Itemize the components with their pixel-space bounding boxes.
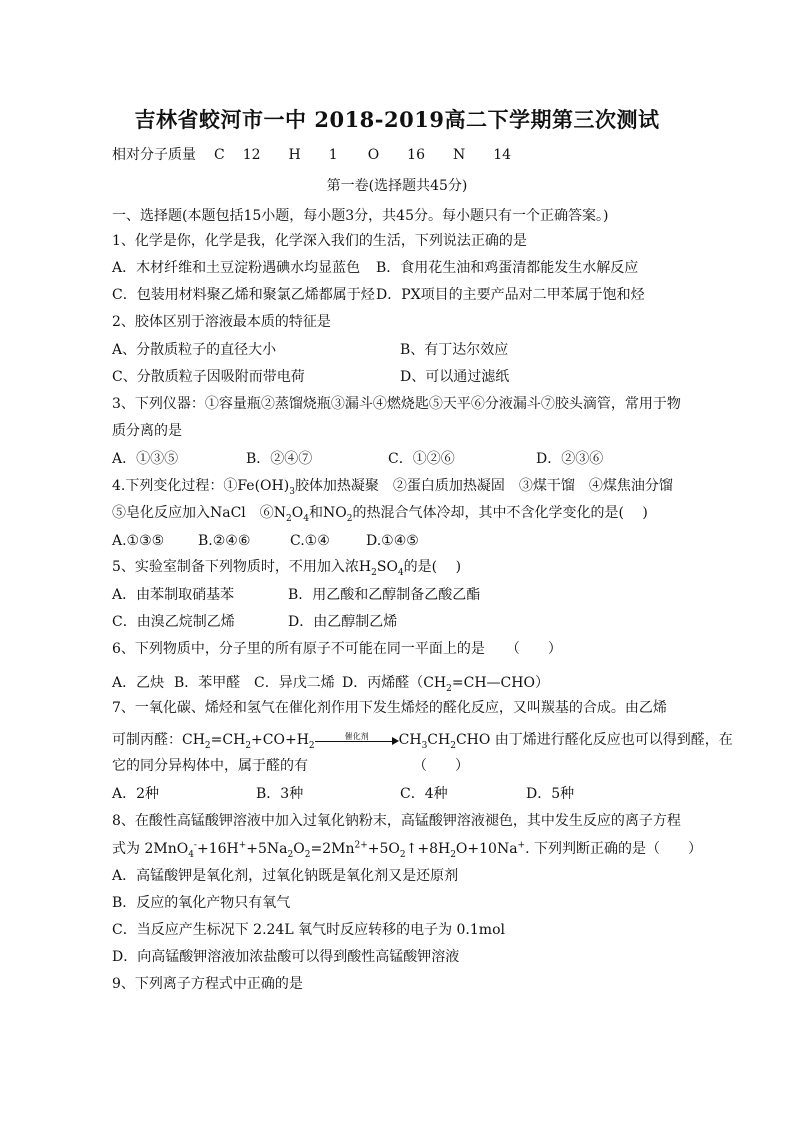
element-n-value: 14: [493, 147, 512, 163]
q6-option-b: B．苯甲醛: [174, 675, 241, 691]
q3-stem-line1: 3、下列仪器：①容量瓶②蒸馏烧瓶③漏斗④燃烧匙⑤天平⑥分液漏斗⑦胶头滴管，常用于物: [112, 396, 681, 412]
section-intro: 一、选择题(本题包括15小题，每小题3分，共45分。每小题只有一个正确答案。): [112, 208, 609, 224]
q2-option-d: D、可以通过滤纸: [400, 369, 510, 385]
q9-stem: 9、下列离子方程式中正确的是: [112, 976, 303, 992]
subscript: 4: [188, 849, 194, 860]
q8-eq-text: +16H: [196, 841, 239, 857]
q4-options: [112, 532, 702, 550]
element-h-value: 1: [328, 147, 338, 163]
q7-option-c: C．4种: [400, 786, 448, 802]
q5-option-b: B．用乙酸和乙醇制备乙酸乙酯: [288, 587, 481, 603]
superscript: +: [238, 840, 247, 851]
molar-mass-line: [112, 146, 702, 164]
q8-equation-line: [112, 840, 702, 858]
q4-stem-text: 的热混合气体冷却，其中不含化学变化的是( ): [352, 505, 648, 521]
q5-stem: [112, 558, 702, 576]
reaction-arrow: [315, 734, 399, 746]
q3-option-b: B．②④⑦: [246, 451, 313, 467]
q4-stem-text: 和NO: [309, 505, 347, 521]
q6-stem: 6、下列物质中，分子里的所有原子不可能在同一平面上的是 （ ）: [112, 641, 562, 657]
q1-options-cd: [112, 286, 702, 304]
q5-options-ab: [112, 586, 702, 604]
q5-stem-text: 5、实验室制备下列物质时，不用加入浓H: [112, 559, 372, 575]
subscript: 2: [204, 740, 211, 751]
q4-option-d: D.①④⑤: [366, 533, 419, 549]
q5-option-a: A．由苯制取硝基苯: [112, 587, 235, 603]
q8-eq-text: 式为 2MnO: [112, 841, 189, 857]
subscript: 4: [303, 513, 309, 524]
arrow-shaft: [315, 741, 393, 742]
q7-eq-text: CH: [398, 732, 422, 748]
subscript: 2: [286, 513, 292, 524]
subscript: 2: [371, 567, 377, 578]
page-title: 吉林省蛟河市一中 2018-2019高二下学期第三次测试: [134, 107, 660, 132]
q2-options-ab: [112, 341, 702, 359]
q2-stem: 2、胶体区别于溶液最本质的特征是: [112, 314, 331, 330]
q8-option-c: C．当反应产生标况下 2.24L 氧气时反应转移的电子为 0.1mol: [112, 922, 505, 938]
element-h: H: [288, 147, 301, 163]
subscript: 4: [397, 567, 404, 578]
q4-option-a: A.①③⑤: [112, 533, 165, 549]
molar-mass-label: 相对分子质量: [112, 147, 196, 163]
q7-option-a: A．2种: [112, 786, 160, 802]
q7-option-b: B．3种: [256, 786, 304, 802]
q7-eq-text: CHO 由丁烯进行醛化反应也可以得到醛，在: [455, 732, 733, 748]
q4-stem-line1: [112, 477, 702, 495]
q1-option-a: A．木材纤维和土豆淀粉遇碘水均显蓝色: [112, 260, 361, 276]
q6-option-d: [342, 674, 549, 692]
element-o-value: 16: [407, 147, 425, 163]
q4-stem-text: 4.下列变化过程：①Fe(OH): [112, 478, 290, 494]
q7-eq-text: 可制丙醛：CH: [112, 732, 205, 748]
q4-option-b: B.②④⑥: [198, 533, 251, 549]
q8-eq-text: +5O: [367, 841, 400, 857]
q5-stem-text: SO: [376, 559, 398, 575]
q8-option-a: A．高锰酸钾是氧化剂，过氧化钠既是氧化剂又是还原剂: [112, 868, 459, 884]
q7-eq-text: =CH: [210, 732, 246, 748]
q7-eq-text: +CO+H: [251, 732, 309, 748]
q5-options-cd: [112, 613, 702, 631]
q7-options: [112, 785, 702, 803]
superscript: -: [193, 840, 197, 851]
q7-stem-line1: 7、一氧化碳、烯烃和氢气在催化剂作用下发生烯烃的醛化反应，又叫羰基的合成。由乙烯: [112, 700, 667, 716]
q2-option-a: A、分散质粒子的直径大小: [112, 342, 277, 358]
q1-option-b: B．食用花生油和鸡蛋清都能发生水解反应: [376, 260, 639, 276]
element-n: N: [453, 147, 466, 163]
q7-eq-text: CH: [427, 732, 451, 748]
subscript: 3: [421, 740, 428, 751]
element-c-value: 12: [242, 147, 261, 163]
element-o: O: [367, 147, 380, 163]
q8-eq-text: ↑+8H: [405, 841, 451, 857]
arrow-head: [392, 737, 399, 745]
q6-options: [112, 674, 702, 692]
q3-option-c: C．①②⑥: [388, 451, 455, 467]
subscript: 2: [308, 740, 315, 751]
volume-title: 第一卷(选择题共45分): [326, 178, 468, 194]
q6-option-c: C．异戊二烯: [254, 675, 335, 691]
q7-stem-line3: 它的同分异构体中，属于醛的有 （ ）: [112, 758, 469, 774]
subscript: 2: [287, 849, 294, 860]
q2-option-c: C、分散质粒子因吸附而带电荷: [112, 369, 305, 385]
q7-option-d: D．5种: [526, 786, 575, 802]
q8-eq-text: =2Mn: [310, 841, 355, 857]
q5-stem-text: 的是( ): [403, 559, 462, 575]
subscript: 2: [245, 740, 252, 751]
q8-eq-text: . 下列判断正确的是（ ）: [525, 841, 702, 857]
q1-option-c: C．包装用材料聚乙烯和聚氯乙烯都属于烃: [112, 287, 375, 303]
subscript: 3: [289, 486, 295, 497]
q4-stem-text: O: [291, 505, 304, 521]
subscript: 2: [304, 849, 311, 860]
q6-option-d-text: =CH—CHO）: [451, 675, 549, 691]
q8-eq-text: O: [293, 841, 305, 857]
q3-stem-line2: 质分离的是: [112, 423, 182, 439]
superscript: 2+: [354, 840, 368, 851]
q2-options-cd: [112, 368, 702, 386]
q4-stem-line2: [112, 504, 702, 522]
q5-option-c: C．由溴乙烷制乙烯: [112, 614, 235, 630]
q7-equation-line: [112, 731, 733, 751]
subscript: 2: [399, 849, 406, 860]
superscript: +: [517, 840, 526, 851]
q1-stem: 1、化学是你，化学是我，化学深入我们的生活，下列说法正确的是: [112, 233, 527, 249]
element-c: C: [214, 147, 225, 163]
subscript: 2: [346, 513, 353, 524]
q2-option-b: B、有丁达尔效应: [400, 342, 509, 358]
q8-stem-line1: 8、在酸性高锰酸钾溶液中加入过氧化钠粉末，高锰酸钾溶液褪色，其中发生反应的离子方程: [112, 813, 681, 829]
catalyst-label: 催化剂: [344, 732, 369, 741]
q8-eq-text: +5Na: [246, 841, 288, 857]
q1-options-ab: [112, 259, 702, 277]
q8-option-d: D．向高锰酸钾溶液加浓盐酸可以得到酸性高锰酸钾溶液: [112, 949, 460, 965]
q4-stem-text: ⑤皂化反应加入NaCl ⑥N: [112, 505, 287, 521]
q3-options: [112, 450, 702, 468]
subscript: 2: [450, 849, 456, 860]
q3-option-a: A．①③⑤: [112, 451, 179, 467]
q8-eq-text: O+10Na: [455, 841, 518, 857]
subscript: 2: [450, 740, 456, 751]
q8-option-b: B．反应的氧化产物只有氧气: [112, 895, 291, 911]
q1-option-d: D．PX项目的主要产品对二甲苯属于饱和烃: [376, 287, 645, 303]
subscript: 2: [446, 683, 452, 694]
q4-option-c: C.①④: [290, 533, 330, 549]
q6-option-d-text: D．丙烯醛（CH: [342, 675, 447, 691]
q3-option-d: D．②③⑥: [536, 451, 604, 467]
q4-stem-text: 胶体加热凝聚 ②蛋白质加热凝固 ③煤干馏 ④煤焦油分馏: [294, 478, 673, 494]
q5-option-d: D．由乙醇制乙烯: [288, 614, 398, 630]
q6-option-a: A．乙炔: [112, 675, 165, 691]
